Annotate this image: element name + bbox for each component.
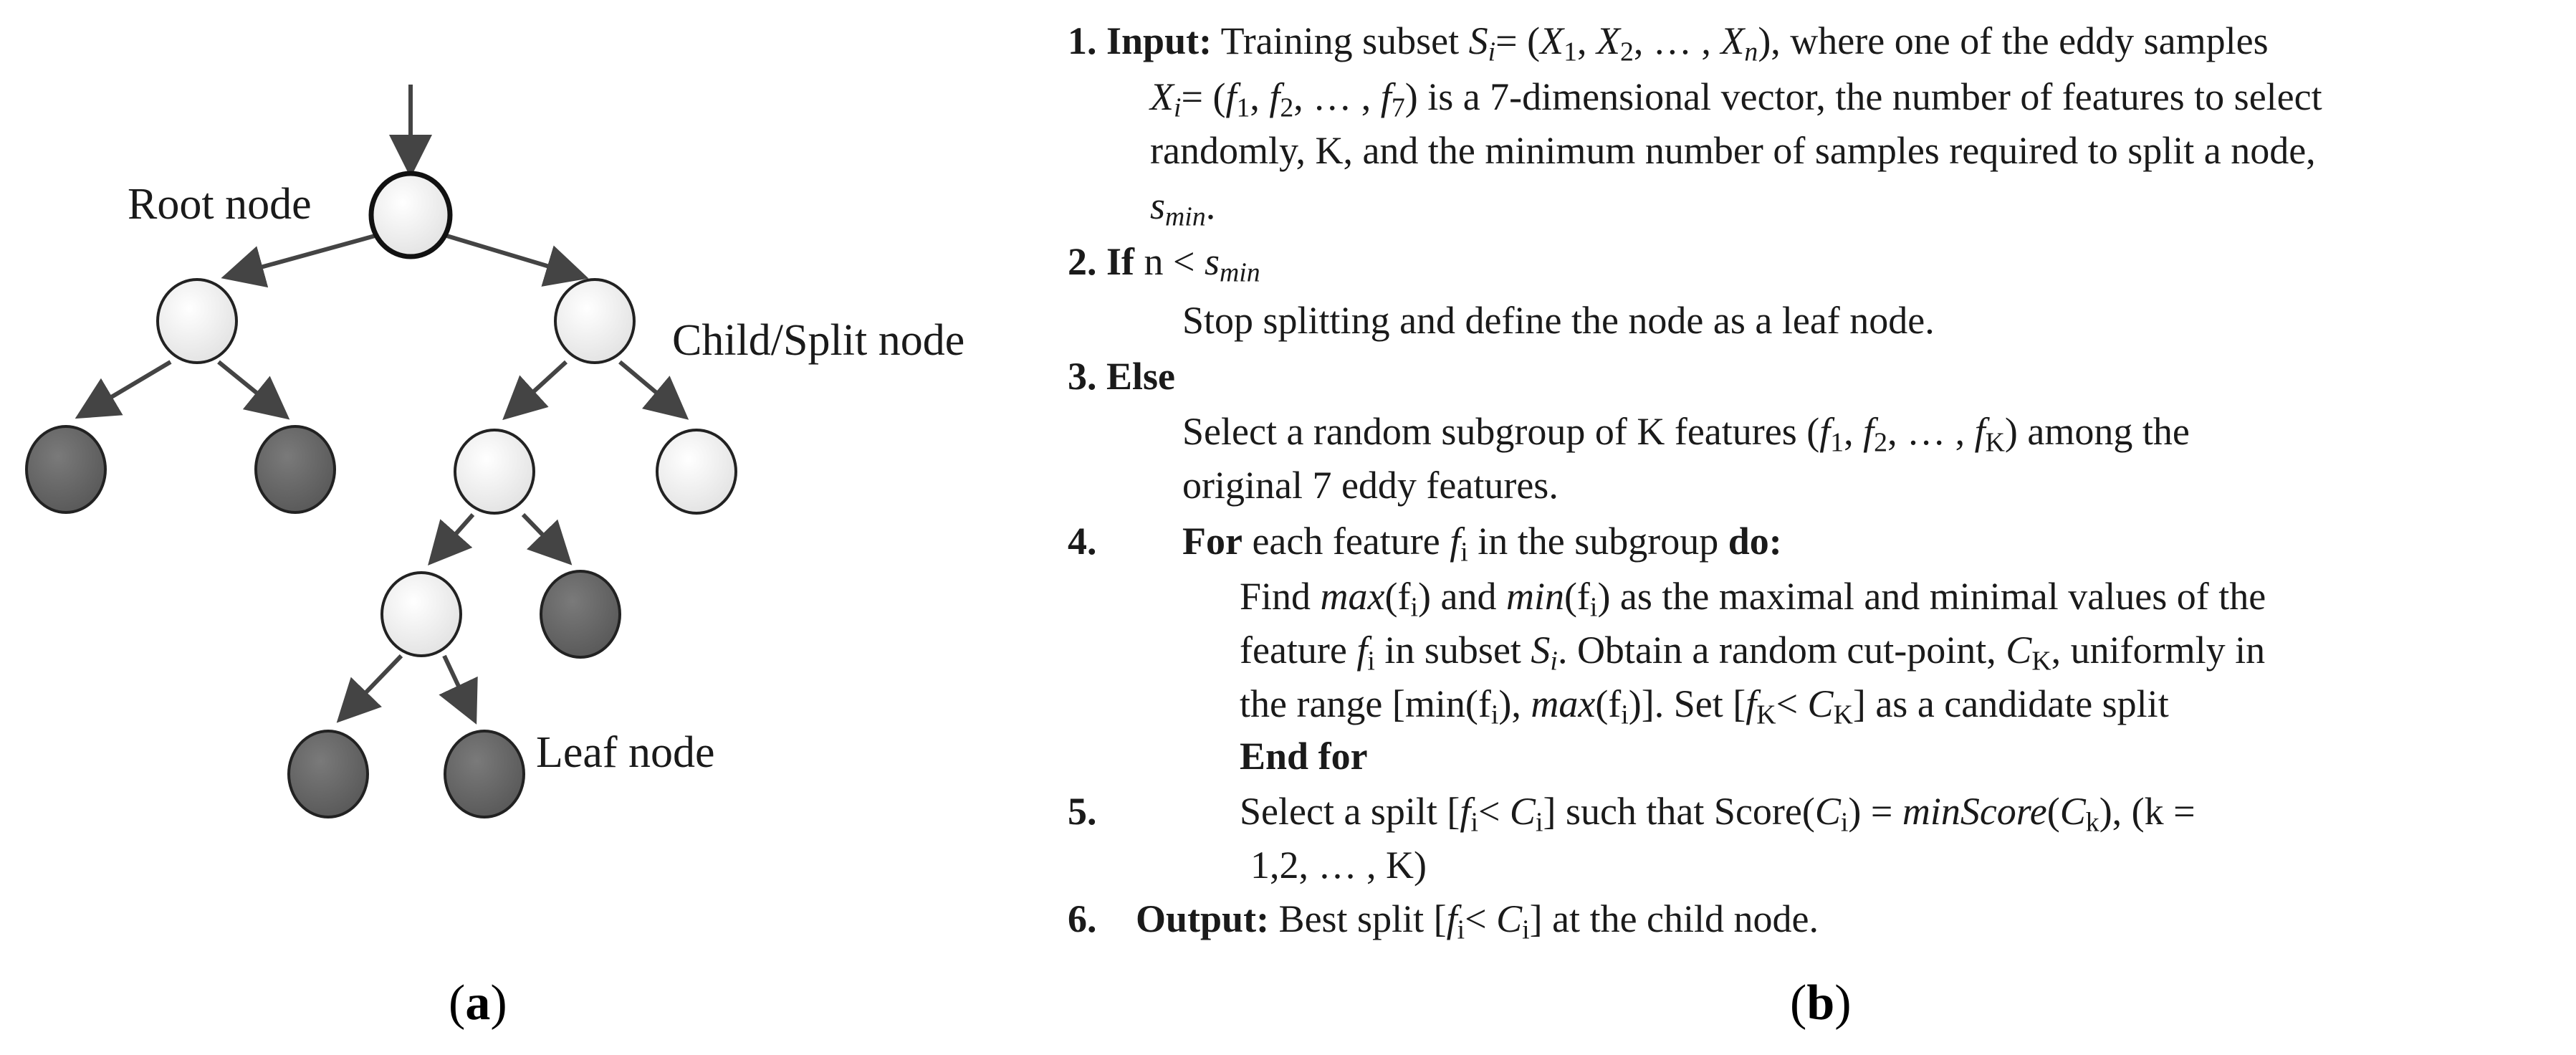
- step-number: 2.: [1068, 240, 1097, 283]
- math: max: [1531, 682, 1596, 725]
- step5-line1: [1068, 792, 1097, 831]
- algorithm-panel: [1068, 14, 2572, 946]
- text: in the subgroup: [1467, 520, 1728, 563]
- math: X: [1720, 19, 1745, 62]
- text: n <: [1134, 240, 1205, 283]
- step3-line2: [1182, 412, 2190, 457]
- math-sub: i: [1490, 700, 1499, 730]
- text: <: [1478, 790, 1510, 833]
- keyword-else: Else: [1106, 355, 1176, 398]
- split-node-right: [555, 280, 634, 363]
- math-sub: 2: [1620, 37, 1634, 67]
- math-sub: i: [1460, 537, 1468, 568]
- edge-l1-leaf-b: [219, 362, 283, 414]
- text: the range [min(f: [1240, 682, 1491, 725]
- edge-r2-leaf: [523, 515, 566, 559]
- math-sub: 2: [1874, 427, 1888, 458]
- leaf-node-label: Leaf node: [536, 728, 715, 777]
- step-number: 5.: [1068, 790, 1097, 833]
- split-node: [455, 430, 534, 513]
- end-for-label: End for: [1240, 735, 1368, 778]
- math: minScore: [1902, 790, 2047, 833]
- text: ] such that Score(: [1543, 790, 1815, 833]
- edge-root-right: [444, 235, 580, 276]
- text: = (: [1495, 19, 1541, 62]
- step-number: 1.: [1068, 19, 1097, 62]
- math: C: [1496, 897, 1523, 940]
- step4-line2: [1240, 577, 2266, 621]
- step1-line3: randomly, K, and the minimum number of samples required to split a node,: [1150, 129, 2316, 172]
- text: each feature: [1242, 520, 1450, 563]
- keyword-do: do:: [1728, 520, 1782, 563]
- step4-line1: [1068, 520, 1097, 563]
- text: Find: [1240, 575, 1321, 618]
- keyword-if: If: [1106, 240, 1134, 283]
- math-sub: i: [1457, 915, 1465, 945]
- text: Select a random subgroup of K features (: [1182, 410, 1820, 453]
- leaf-node: [256, 426, 335, 512]
- edge-r1-leaf: [620, 362, 682, 414]
- edge-r1-child: [509, 362, 566, 414]
- step4-line3: [1240, 631, 2265, 675]
- text: . Obtain a random cut-point,: [1557, 629, 2006, 672]
- keyword-output: Output:: [1136, 897, 1270, 940]
- math-sub: 1: [1830, 427, 1844, 458]
- root-node: [371, 173, 450, 257]
- text: Best split [: [1269, 897, 1447, 940]
- math: f: [1225, 75, 1237, 118]
- math: f: [1746, 682, 1757, 725]
- math: f: [1863, 410, 1874, 453]
- text: .: [1205, 184, 1216, 227]
- step4-line4: [1240, 684, 2169, 729]
- keyword-for: For: [1182, 520, 1242, 563]
- math-sub: i: [1367, 646, 1375, 677]
- math-sub: 1: [1564, 37, 1578, 67]
- math: min: [1505, 575, 1564, 618]
- step-number: 3.: [1068, 355, 1097, 398]
- step1-line4: [1150, 186, 1215, 231]
- text: ) among the: [2004, 410, 2190, 453]
- keyword-input: Input:: [1106, 19, 1212, 62]
- text: , uniformly in: [2051, 629, 2266, 672]
- edge-root-left: [229, 235, 378, 276]
- step-number: 6.: [1068, 897, 1097, 940]
- tree-diagram: [0, 0, 1032, 932]
- text: ) as the maximal and minimal values of the: [1597, 575, 2266, 618]
- math: X: [1540, 19, 1564, 62]
- edge-l1-leaf-a: [82, 362, 171, 414]
- math: s: [1150, 184, 1166, 227]
- leaf-node: [445, 731, 524, 817]
- text: (f: [1564, 575, 1590, 618]
- math-sub: i: [1840, 807, 1849, 838]
- text: ,: [1250, 75, 1270, 118]
- text: <: [1776, 682, 1808, 725]
- step1-line1: [1068, 19, 2269, 67]
- math: C: [1509, 790, 1536, 833]
- text: , … ,: [1293, 75, 1381, 118]
- text: feature: [1240, 629, 1357, 672]
- math-sub: 7: [1391, 92, 1405, 123]
- math: C: [1807, 682, 1834, 725]
- caption-b-letter: b: [1806, 975, 1835, 1031]
- text: (f: [1595, 682, 1622, 725]
- text: , … ,: [1887, 410, 1975, 453]
- step1-line2: [1150, 77, 2322, 122]
- math: f: [1819, 410, 1831, 453]
- split-node-left: [158, 280, 236, 363]
- edge-r3-leaf-b: [444, 656, 473, 717]
- text: Training subset: [1212, 19, 1469, 62]
- math-sub: K: [1756, 700, 1776, 730]
- math-sub: K: [1833, 700, 1853, 730]
- text: Select a spilt [: [1240, 790, 1460, 833]
- math-sub: K: [2031, 646, 2051, 677]
- text: in subset: [1374, 629, 1531, 672]
- text: <: [1465, 897, 1497, 940]
- step5-line2: 1,2, … , K): [1250, 844, 1427, 887]
- text: , … ,: [1633, 19, 1721, 62]
- tree-panel: [0, 0, 1032, 1055]
- text: = (: [1181, 75, 1226, 118]
- step6-line1-body: [1136, 899, 1819, 944]
- caption-b: (b): [1790, 975, 1852, 1031]
- math: C: [2059, 790, 2086, 833]
- text: (: [2046, 790, 2060, 833]
- math-sub: n: [1744, 37, 1758, 67]
- math-sub: min: [1165, 201, 1206, 232]
- text: )]. Set [: [1628, 682, 1746, 725]
- math: X: [1596, 19, 1621, 62]
- math-sub: i: [1174, 92, 1182, 123]
- math-sub: i: [1522, 915, 1530, 945]
- step3-line1: [1068, 357, 1175, 396]
- text: ) is a 7-dimensional vector, the number of features to select: [1404, 75, 2322, 118]
- math-sub: i: [1550, 646, 1558, 677]
- math-sub: i: [1535, 807, 1543, 838]
- caption-a-letter: a: [465, 975, 491, 1031]
- leaf-node: [289, 731, 368, 817]
- leaf-node: [541, 571, 620, 657]
- math-sub: min: [1219, 257, 1260, 288]
- math: f: [1446, 897, 1457, 940]
- text: ,: [1844, 410, 1864, 453]
- caption-a: (a): [449, 975, 507, 1031]
- text: (f: [1384, 575, 1411, 618]
- math: C: [1814, 790, 1841, 833]
- math-sub: k: [2085, 807, 2099, 838]
- text: ), where one of the eddy samples: [1758, 19, 2269, 62]
- text: ] at the child node.: [1529, 897, 1819, 940]
- text: ] as a candidate split: [1852, 682, 2169, 725]
- edge-r2-child: [434, 515, 473, 559]
- text: ) and: [1418, 575, 1506, 618]
- math-sub: 2: [1280, 92, 1294, 123]
- step-number: 4.: [1068, 520, 1097, 563]
- root-node-label: Root node: [128, 180, 312, 229]
- math-sub: i: [1470, 807, 1478, 838]
- math: f: [1269, 75, 1280, 118]
- text: ) =: [1848, 790, 1902, 833]
- math: C: [2006, 629, 2032, 672]
- math: X: [1150, 75, 1174, 118]
- math: f: [1460, 790, 1471, 833]
- math-sub: K: [1985, 427, 2005, 458]
- math: f: [1450, 520, 1461, 563]
- split-node-label: Child/Split node: [672, 316, 965, 365]
- step3-line3: original 7 eddy features.: [1182, 464, 1558, 507]
- math-sub: 1: [1236, 92, 1250, 123]
- text: ),: [1498, 682, 1531, 725]
- math-sub: i: [1589, 592, 1598, 623]
- math: f: [1356, 629, 1368, 672]
- math: S: [1531, 629, 1551, 672]
- step4-line1-body: [1182, 522, 1782, 566]
- step2-line2: Stop splitting and define the node as a leaf node.: [1182, 299, 1935, 342]
- math: max: [1320, 575, 1385, 618]
- leaf-node: [27, 426, 105, 512]
- step2-line1: [1068, 242, 1260, 287]
- edge-r3-leaf-a: [343, 656, 401, 717]
- math: S: [1468, 19, 1488, 62]
- text: ,: [1577, 19, 1597, 62]
- math-sub: i: [1488, 37, 1496, 67]
- math: f: [1380, 75, 1392, 118]
- math-sub: i: [1410, 592, 1418, 623]
- math: s: [1204, 240, 1220, 283]
- split-node: [382, 573, 461, 656]
- leaf-node-white: [657, 430, 736, 513]
- math-sub: i: [1621, 700, 1629, 730]
- text: ), (k =: [2099, 790, 2196, 833]
- step6-line1: [1068, 899, 1097, 938]
- step5-line1-body: [1240, 792, 2196, 836]
- math: f: [1974, 410, 1986, 453]
